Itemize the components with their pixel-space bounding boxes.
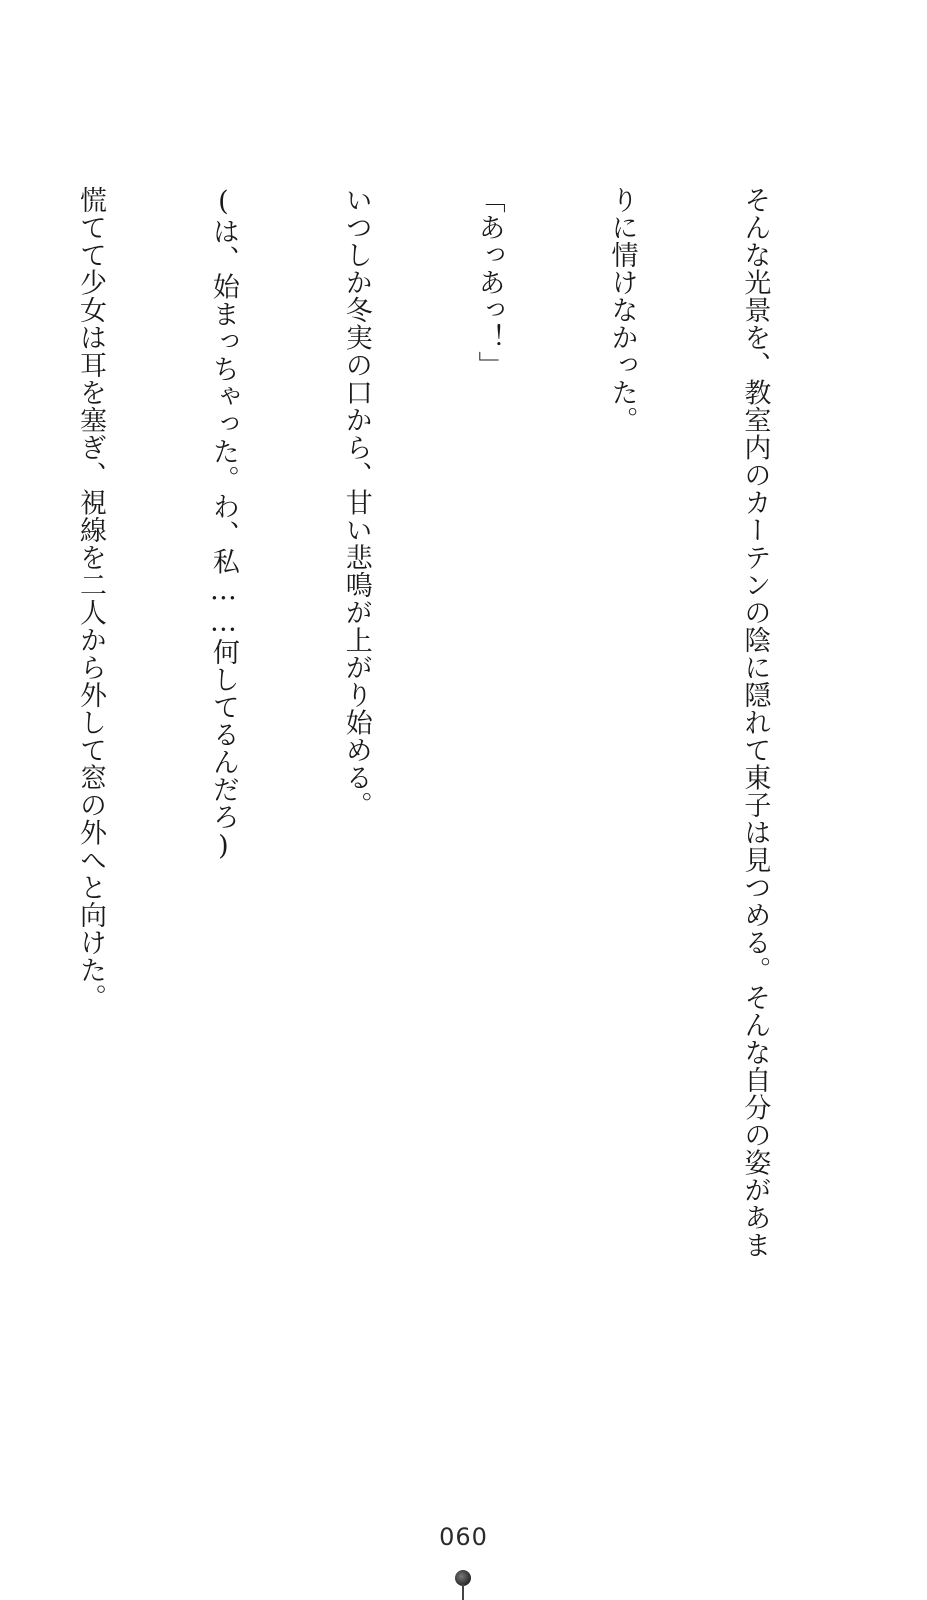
body-line: いつしか冬実の口から、甘い悲鳴が上がり始める。 [340, 186, 372, 819]
page-number: 060 [439, 1523, 488, 1551]
body-line: 慌てて少女は耳を塞ぎ、視線を二人から外して窓の外へと向けた。 [74, 186, 106, 1011]
novel-body-text [0, 186, 865, 1316]
footer-ornament-stem [462, 1584, 464, 1600]
body-line: りに情けなかった。 [606, 186, 638, 434]
body-line: 「あっあっ！」 [473, 186, 505, 379]
page-footer [0, 1520, 927, 1600]
body-line: (は、始まっちゃった。わ、私……何してるんだろ) [207, 186, 239, 862]
body-line: そんな光景を、教室内のカーテンの陰に隠れて東子は見つめる。そんな自分の姿があま [739, 186, 771, 1259]
